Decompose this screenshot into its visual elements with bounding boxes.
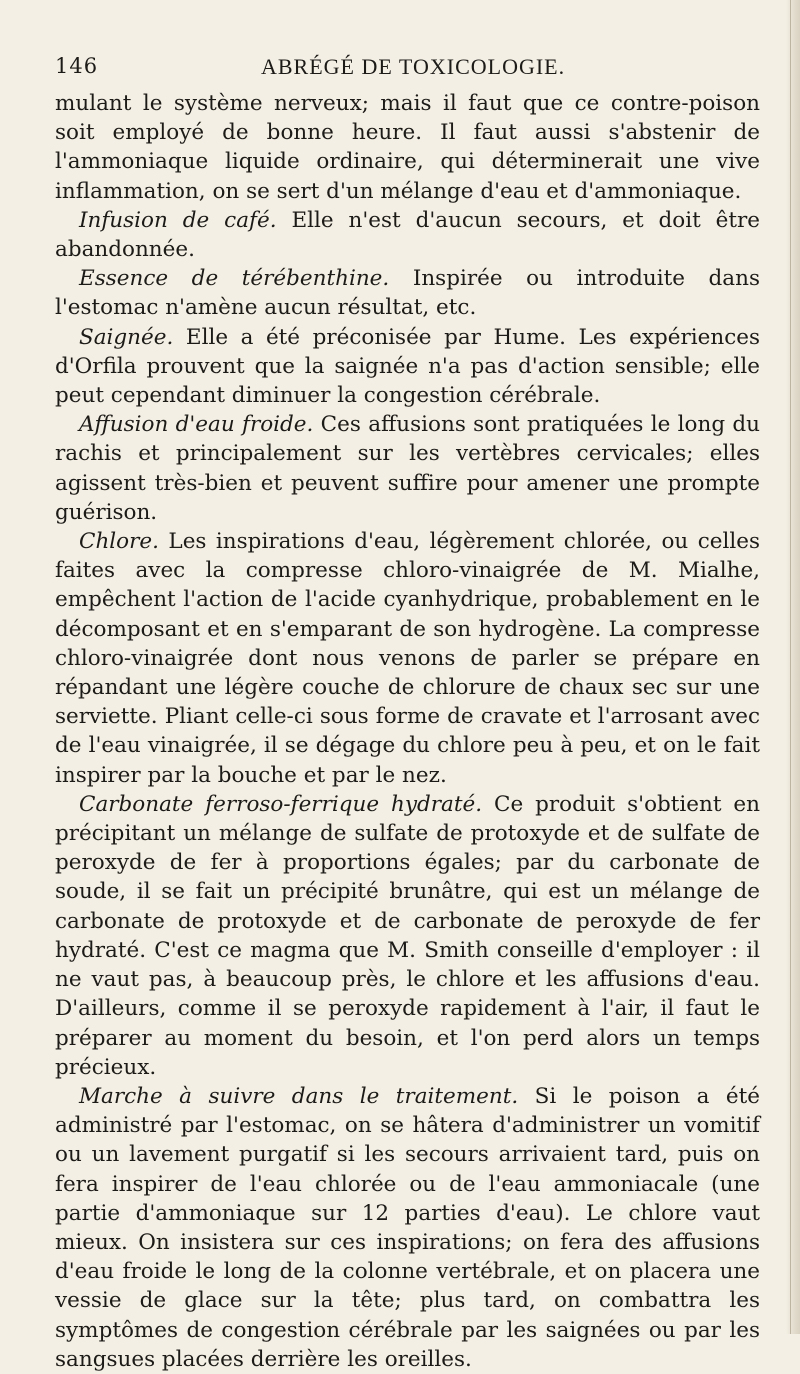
paragraph-affusion xyxy=(55,410,760,527)
paragraph-lead: Essence de térébenthine. xyxy=(79,266,390,292)
paragraph-lead: Saignée. xyxy=(79,324,174,350)
paragraph-text: Inspirée ou introduite dans l'estomac n'amène aucun résultat, etc. xyxy=(55,266,761,321)
paragraph-lead: Marche à suivre dans le traitement. xyxy=(79,1083,519,1109)
paragraph-text: Ce produit s'obtient en précipitant un mélange de sulfate de protoxyde et de sulfate de peroxyde de fer à proportions égales; par du carbonate de soude, il se fait un précipité brunâtre, qui est un mélange de carbonate de protoxyde et de carbonate de peroxyde de fer hydraté. C'est ce magma que M. Smith conseille d'employer : il ne vaut pas, à beaucoup près, le chlore et les affusions d'eau. D'ailleurs, comme il se peroxyde rapidement à l'air, il faut le préparer au moment du besoin, et l'on perd alors un temps précieux. xyxy=(55,791,760,1080)
paragraph-essence-de-terebenthine xyxy=(55,264,760,322)
paragraph-text: mulant le système nerveux; mais il faut que ce contre-poison soit employé de bonne heure. Il faut aussi s'abstenir de l'ammoniaque liquide ordinaire, qui déterminerait une vive inflammation, on se sert d'un mélange d'eau et d'ammoniaque. xyxy=(55,91,760,204)
paragraph-lead: Chlore. xyxy=(79,529,159,555)
running-title: ABRÉGÉ DE TOXICOLOGIE. xyxy=(261,54,566,79)
paragraph-text: Elle a été préconisée par Hume. Les expériences d'Orfila prouvent que la saignée n'a pas d'action sensible; elle peut cependant diminuer la congestion cérébrale. xyxy=(55,324,760,409)
paragraph-text: Si le poison a été administré par l'estomac, on se hâtera d'administrer un vomitif ou un lavement purgatif si les secours arrivaient tard, puis on fera inspirer de l'eau chlorée ou de l'eau ammoniacale (une partie d'ammoniaque sur 12 parties d'eau). Le chlore vaut mieux. On insistera sur ces inspirations; on fera des affusions d'eau froide le long de la colonne vertébrale, et on placera une vessie de glace sur la tête; plus tard, on combattra les symptômes de congestion cérébrale par les saignées ou par les sangsues placées derrière les oreilles. xyxy=(55,1083,760,1372)
paragraph-lead: Carbonate ferroso-ferrique hydraté. xyxy=(79,791,483,817)
paragraph-saignee xyxy=(55,323,760,411)
page-edge xyxy=(786,0,800,1334)
paragraph-text: Les inspirations d'eau, légèrement chlorée, ou celles faites avec la compresse chloro-vinaigrée de M. Mialhe, empêchent l'action de l'acide cyanhydrique, probablement en le décomposant et en s'emparant de son hydrogène. La compresse chloro-vinaigrée dont nous venons de parler se prépare en répandant une légère couche de chlorure de chaux sec sur une serviette. Pliant celle-ci sous forme de cravate et l'arrosant avec de l'eau vinaigrée, il se dégage du chlore peu à peu, et on le fait inspirer par la bouche et par le nez. xyxy=(55,529,760,788)
page-edge-line xyxy=(790,0,791,1334)
paragraph-chlore xyxy=(55,527,760,790)
paragraph-lead: Infusion de café. xyxy=(79,207,277,233)
paragraph-text: Elle n'est d'aucun secours, et doit être abandonnée. xyxy=(55,207,760,263)
page-number: 146 xyxy=(55,54,99,78)
paragraph-text: Ces affusions sont pratiquées le long du rachis et principalement sur les vertèbres cervicales; elles agissent très-bien et peuvent suffire pour amener une prompte guérison. xyxy=(55,412,760,525)
paragraph-lead: Affusion d'eau froide. xyxy=(79,412,314,438)
body-text xyxy=(55,89,760,1374)
paragraph-continuation xyxy=(55,89,760,206)
page-header xyxy=(55,54,760,84)
paragraph-carbonate xyxy=(55,790,760,1082)
paragraph-infusion-de-cafe xyxy=(55,206,760,264)
paragraph-marche-a-suivre xyxy=(55,1082,760,1374)
